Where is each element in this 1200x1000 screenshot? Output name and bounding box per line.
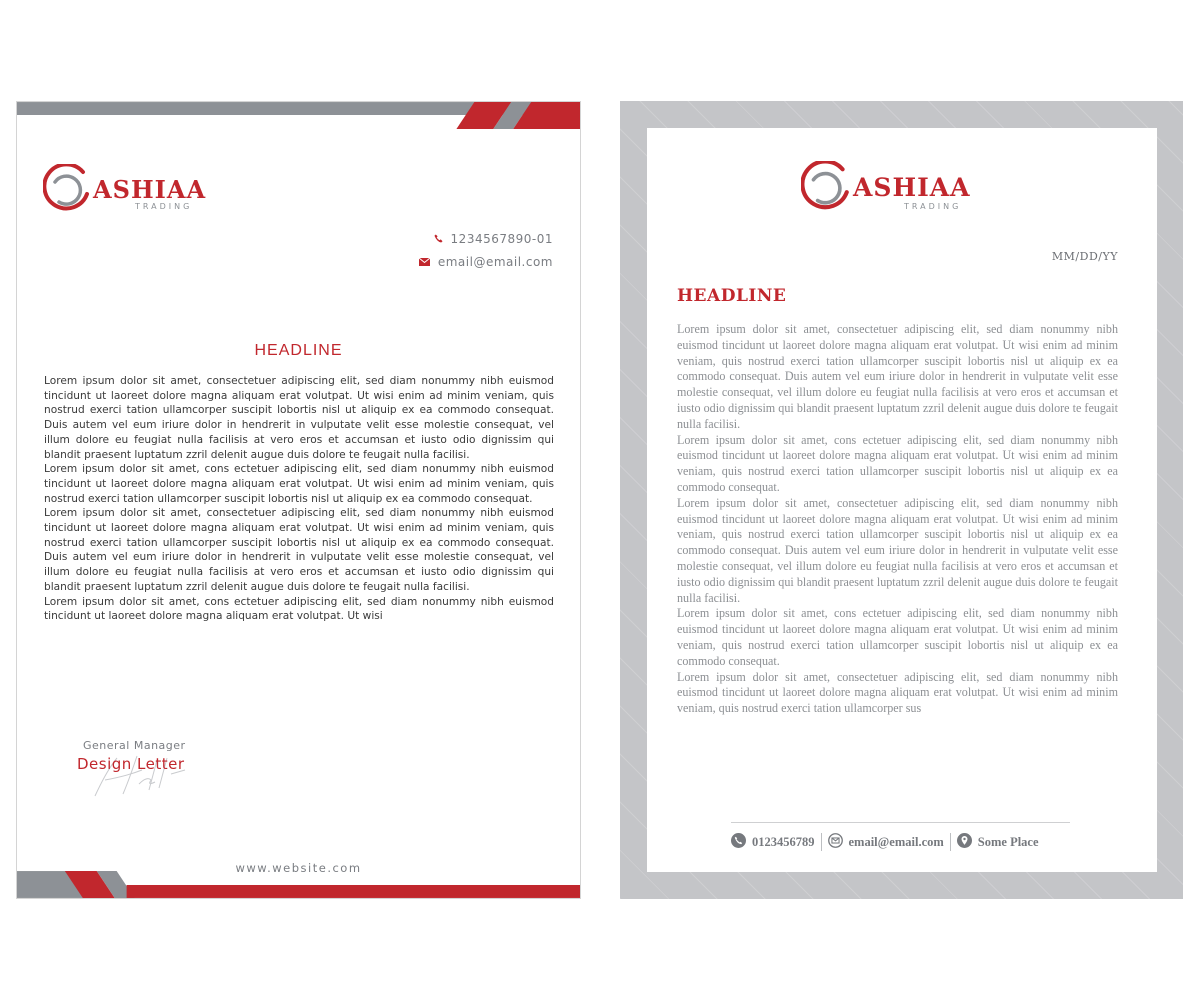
footer-contacts [731,832,1070,852]
phone-icon [434,232,443,246]
letter-body [677,322,1118,717]
footer-place [951,833,1045,852]
body-paragraph: Lorem ipsum dolor sit amet, consectetuer adipiscing elit, sed diam nonummy nibh euismod tincidunt ut laoreet dolore magna aliquam erat volutpat. Ut wisi enim ad minim veniam, quis nostrud exerci tation ullamcorper suscipit lobortis nisl ut aliquip ex ea commodo consequat. Duis autem vel eum iriure dolor in hendrerit in vulputate velit esse molestie consequat, vel illum dolore eu feugiat nulla facilisis at vero eros et accumsan et iusto odio dignissim qui blandit praesent luptatum zzril delenit augue duis dolore te feugait nulla facilisi. [677,495,1118,605]
headline: HEADLINE [677,286,787,306]
website-link[interactable]: www.website.com [235,861,362,875]
date-field: MM/DD/YY [1051,250,1118,263]
headline: HEADLINE [254,342,343,359]
signature-title: General Manager [83,739,186,752]
envelope-icon [828,833,843,852]
footer-email[interactable] [822,833,950,852]
letterhead-right [620,101,1183,899]
phone-number: 0123456789 [752,834,815,849]
brand-name: ASHIAA [853,173,971,202]
email-address[interactable]: email@email.com [848,834,944,849]
bottom-accent-bar [17,871,580,898]
signature-name: Design Letter [77,755,185,773]
phone-number: 1234567890-01 [450,232,553,246]
brand-subtitle: TRADING [135,202,193,211]
email-contact[interactable] [419,255,553,269]
body-paragraph: Lorem ipsum dolor sit amet, consectetuer adipiscing elit, sed diam nonummy nibh euismod tincidunt ut laoreet dolore magna aliquam erat volutpat. Ut wisi enim ad minim veniam, quis nostrud exerci tation ullamcorper suscipit lobortis nisl ut aliquip ex ea commodo consequat. Duis autem vel eum iriure dolor in hendrerit in vulputate velit esse molestie consequat, vel illum dolore eu feugiat nulla facilisis at vero eros et accumsan et iusto odio dignissim qui blandit praesent luptatum zzril delenit augue duis dolore te feugait nulla facilisi. [44,375,554,461]
body-paragraph: Lorem ipsum dolor sit amet, cons ectetuer adipiscing elit, sed diam nonummy nibh euismod tincidunt ut laoreet dolore magna aliquam erat volutpat. Ut wisi enim ad minim veniam, quis nostrud exerci tation ullamcorper suscipit lobortis nisl ut aliquip ex ea commodo consequat. [44,463,554,505]
letterhead-left [16,101,581,899]
brand-name: ASHIAA [93,175,207,204]
body-paragraph: Lorem ipsum dolor sit amet, cons ectetuer adipiscing elit, sed diam nonummy nibh euismod tincidunt ut laoreet dolore magna aliquam erat volutpat. Ut wisi enim ad minim veniam, quis nostrud exerci tation ullamcorper suscipit lobortis nisl ut aliquip ex ea commodo consequat. [677,432,1118,494]
footer-divider [731,822,1070,823]
footer-phone [731,833,821,852]
brand-subtitle: TRADING [904,202,962,211]
place-name: Some Place [977,834,1039,849]
envelope-icon [419,255,430,269]
email-address[interactable]: email@email.com [437,255,553,269]
location-pin-icon [957,833,972,852]
body-paragraph: Lorem ipsum dolor sit amet, consectetuer adipiscing elit, sed diam nonummy nibh euismod tincidunt ut laoreet dolore magna aliquam erat volutpat. Ut wisi enim ad minim veniam, quis nostrud exerci tation ullamcorper sus [677,669,1118,716]
phone-icon [731,833,746,852]
letter-sheet [647,128,1157,872]
ring-logo-icon [801,161,853,213]
letter-body [44,374,554,624]
body-paragraph: Lorem ipsum dolor sit amet, consectetuer adipiscing elit, sed diam nonummy nibh euismod tincidunt ut laoreet dolore magna aliquam erat volutpat. Ut wisi enim ad minim veniam, quis nostrud exerci tation ullamcorper suscipit lobortis nisl ut aliquip ex ea commodo consequat. Duis autem vel eum iriure dolor in hendrerit in vulputate velit esse molestie consequat, vel illum dolore eu feugiat nulla facilisis at vero eros et accumsan et iusto odio dignissim qui blandit praesent luptatum zzril delenit augue duis dolore te feugait nulla facilisi. [677,322,1118,431]
body-paragraph: Lorem ipsum dolor sit amet, consectetuer adipiscing elit, sed diam nonummy nibh euismod tincidunt ut laoreet dolore magna aliquam erat volutpat. Ut wisi enim ad minim veniam, quis nostrud exerci tation ullamcorper suscipit lobortis nisl ut aliquip ex ea commodo consequat. Duis autem vel eum iriure dolor in hendrerit in vulputate velit esse molestie consequat, vel illum dolore eu feugiat nulla facilisis at vero eros et accumsan et iusto odio dignissim qui blandit praesent luptatum zzril delenit augue duis dolore te feugait nulla facilisi. [44,507,554,593]
body-paragraph: Lorem ipsum dolor sit amet, cons ectetuer adipiscing elit, sed diam nonummy nibh euismod tincidunt ut laoreet dolore magna aliquam erat volutpat. Ut wisi [44,595,554,623]
top-accent-bar [17,102,580,129]
body-paragraph: Lorem ipsum dolor sit amet, cons ectetuer adipiscing elit, sed diam nonummy nibh euismod tincidunt ut laoreet dolore magna aliquam erat volutpat. Ut wisi enim ad minim veniam, quis nostrud exerci tation ullamcorper suscipit lobortis nisl ut aliquip ex ea commodo consequat. [677,606,1118,668]
ring-logo-icon [43,164,93,214]
phone-contact [434,232,553,246]
